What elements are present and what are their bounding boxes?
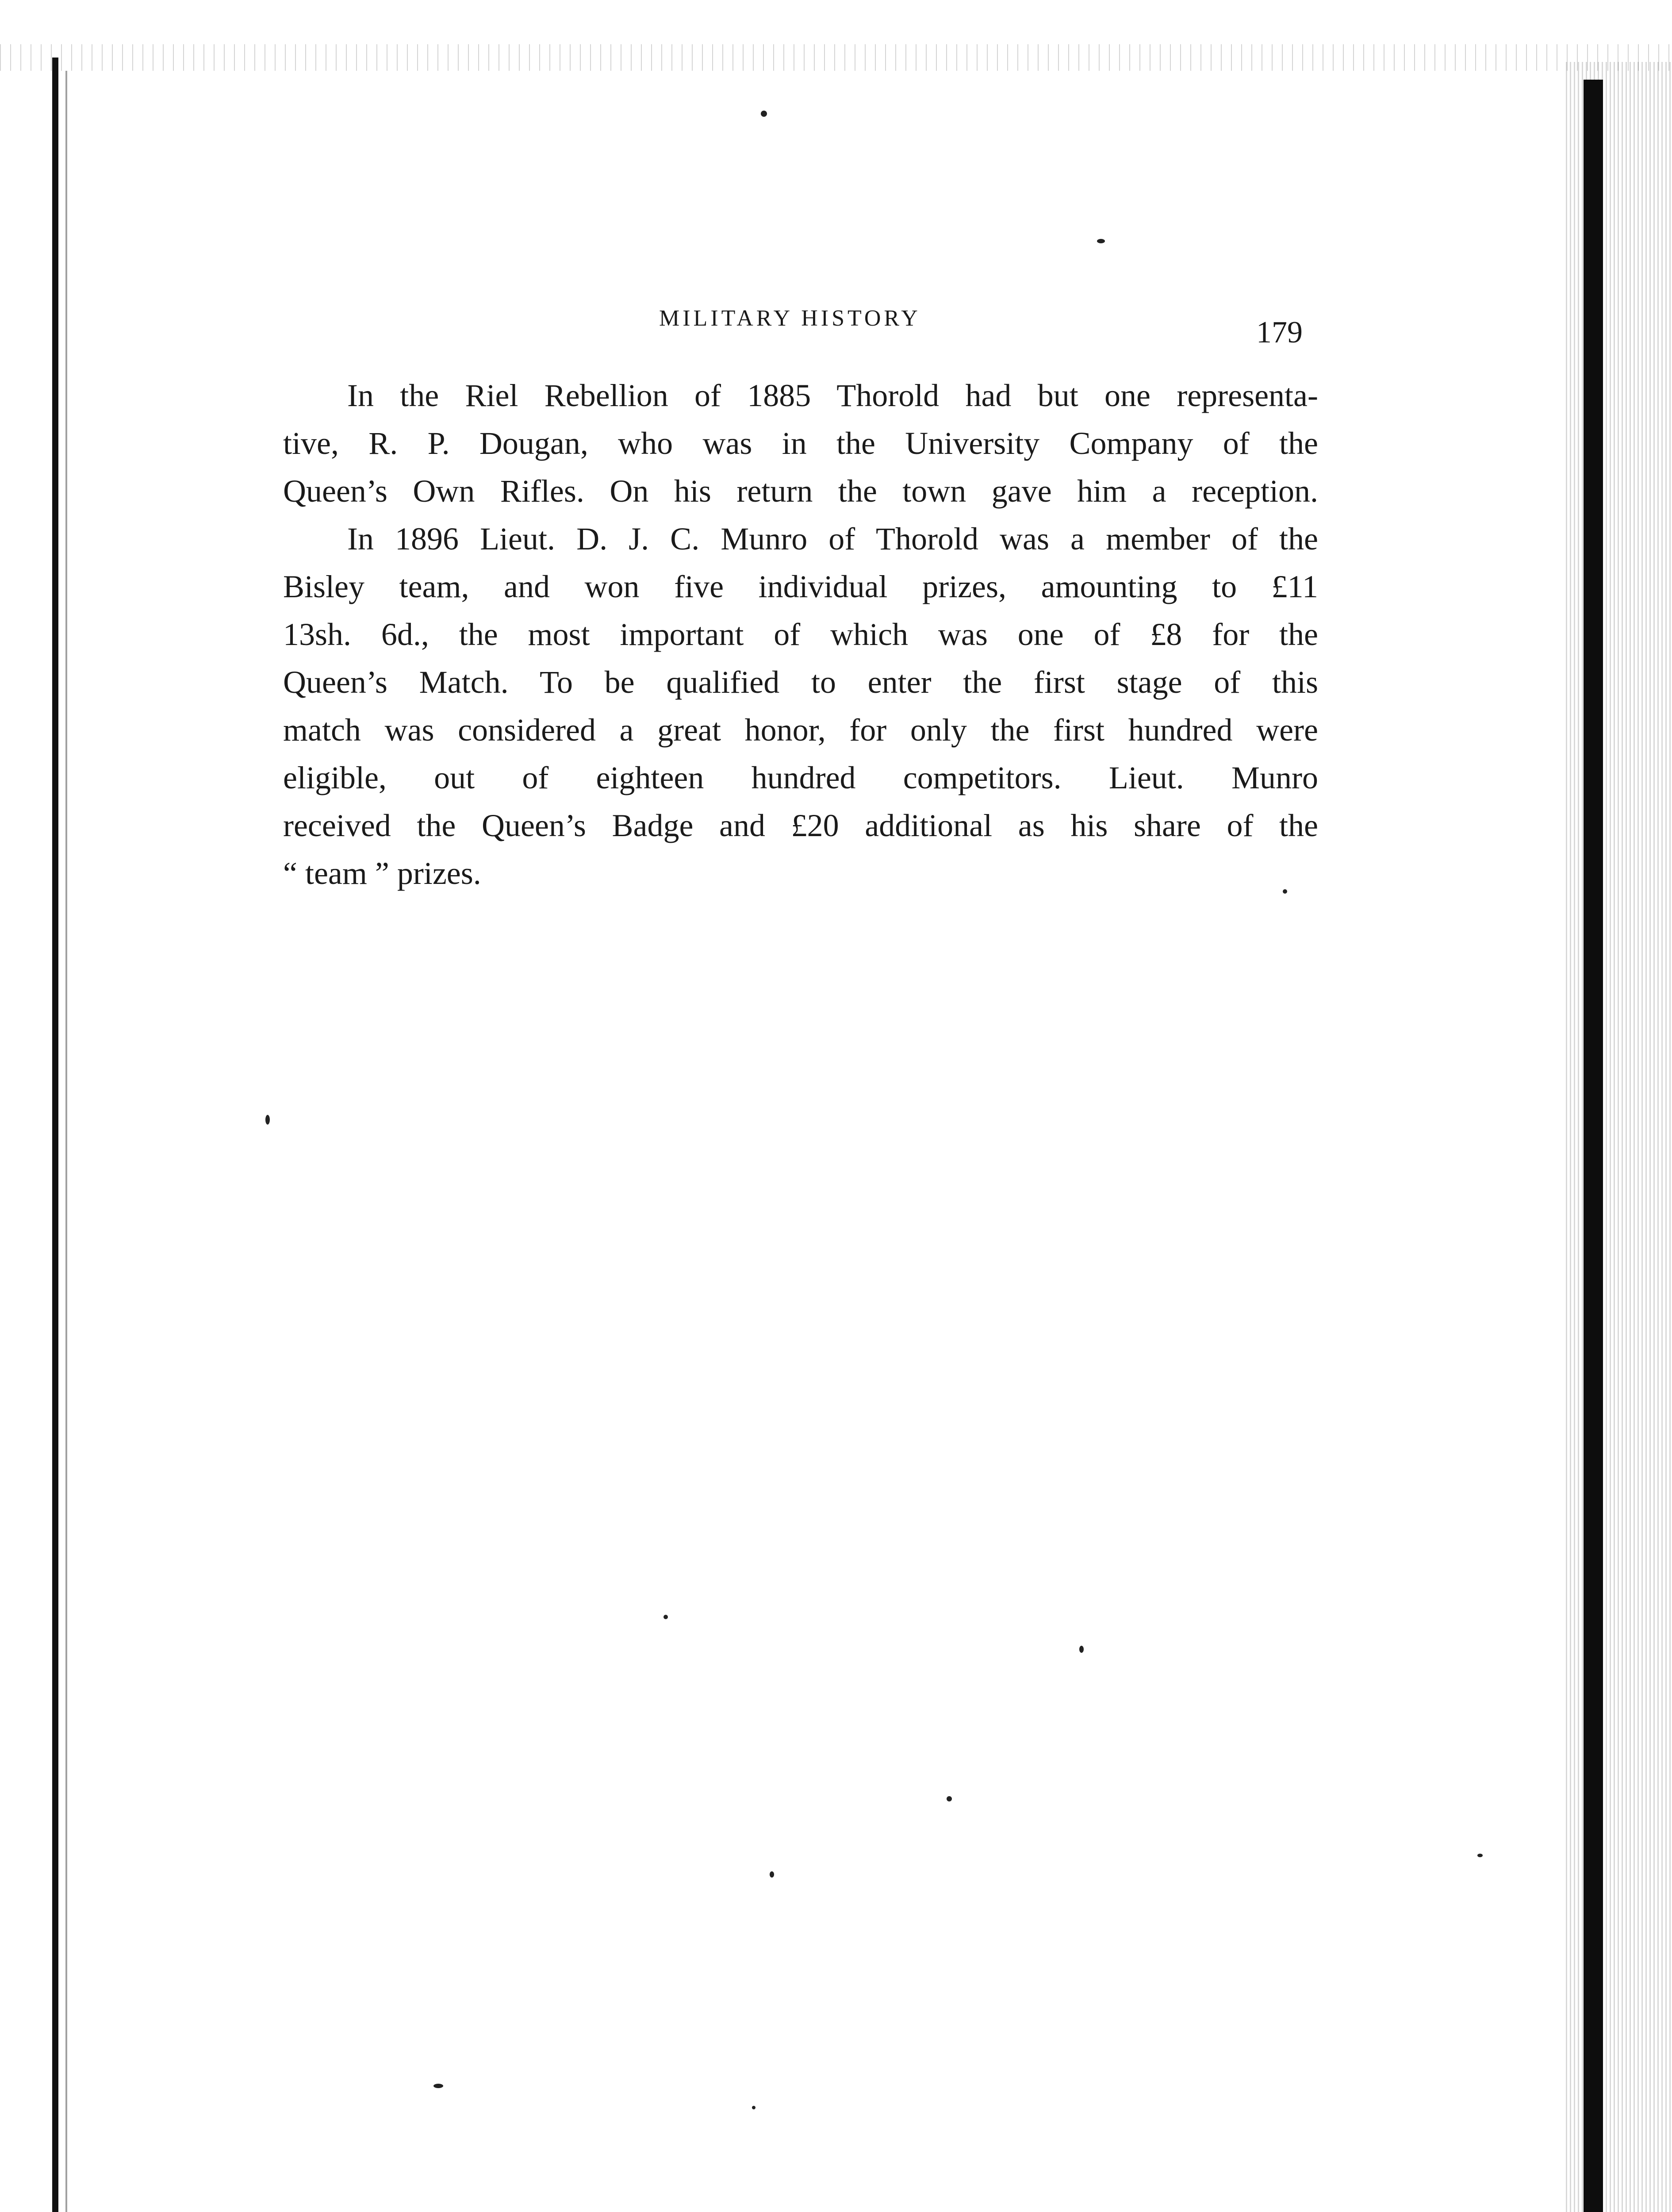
scan-noise-top: [0, 44, 1672, 71]
text-line: eligible, out of eighteen hundred competitors. Lieut. Munro: [283, 760, 1318, 795]
scan-speck: [752, 2106, 755, 2109]
binding-edge-line: [52, 58, 58, 2212]
text-line: 13sh. 6d., the most important of which was one of £8 for the: [283, 617, 1318, 652]
scan-speck: [663, 1615, 668, 1619]
paragraph: [283, 515, 1318, 897]
scan-speck: [265, 1115, 270, 1125]
scan-speck: [433, 2084, 443, 2088]
running-head: MILITARY HISTORY: [659, 306, 921, 331]
body-text: [283, 372, 1318, 897]
text-line: Queen’s Own Rifles. On his return the town gave him a reception.: [283, 473, 1318, 509]
text-line: In 1896 Lieut. D. J. C. Munro of Thorold was a member of the: [347, 521, 1318, 557]
scan-speck: [770, 1871, 774, 1878]
scan-speck: [947, 1796, 952, 1801]
scan-speck: [1097, 239, 1105, 243]
text-line: “ team ” prizes.: [283, 856, 481, 891]
scan-speck: [1079, 1646, 1084, 1653]
text-line: In the Riel Rebellion of 1885 Thorold had but one representa-: [347, 378, 1318, 413]
scan-speck: [1477, 1854, 1483, 1857]
scan-speck: [761, 111, 767, 117]
text-line: Queen’s Match. To be qualified to enter the first stage of this: [283, 664, 1318, 700]
paragraph: [283, 372, 1318, 515]
scan-edge-right: [1584, 80, 1603, 2212]
text-line: match was considered a great honor, for only the first hundred were: [283, 712, 1318, 748]
text-line: Bisley team, and won five individual prizes, amounting to £11: [283, 569, 1318, 604]
text-line: received the Queen’s Badge and £20 additional as his share of the: [283, 808, 1318, 843]
scan-edge-fringe: [1566, 62, 1672, 2212]
text-line: tive, R. P. Dougan, who was in the University Company of the: [283, 426, 1318, 461]
page-number: 179: [1256, 315, 1303, 349]
binding-edge-shadow: [65, 71, 67, 2212]
